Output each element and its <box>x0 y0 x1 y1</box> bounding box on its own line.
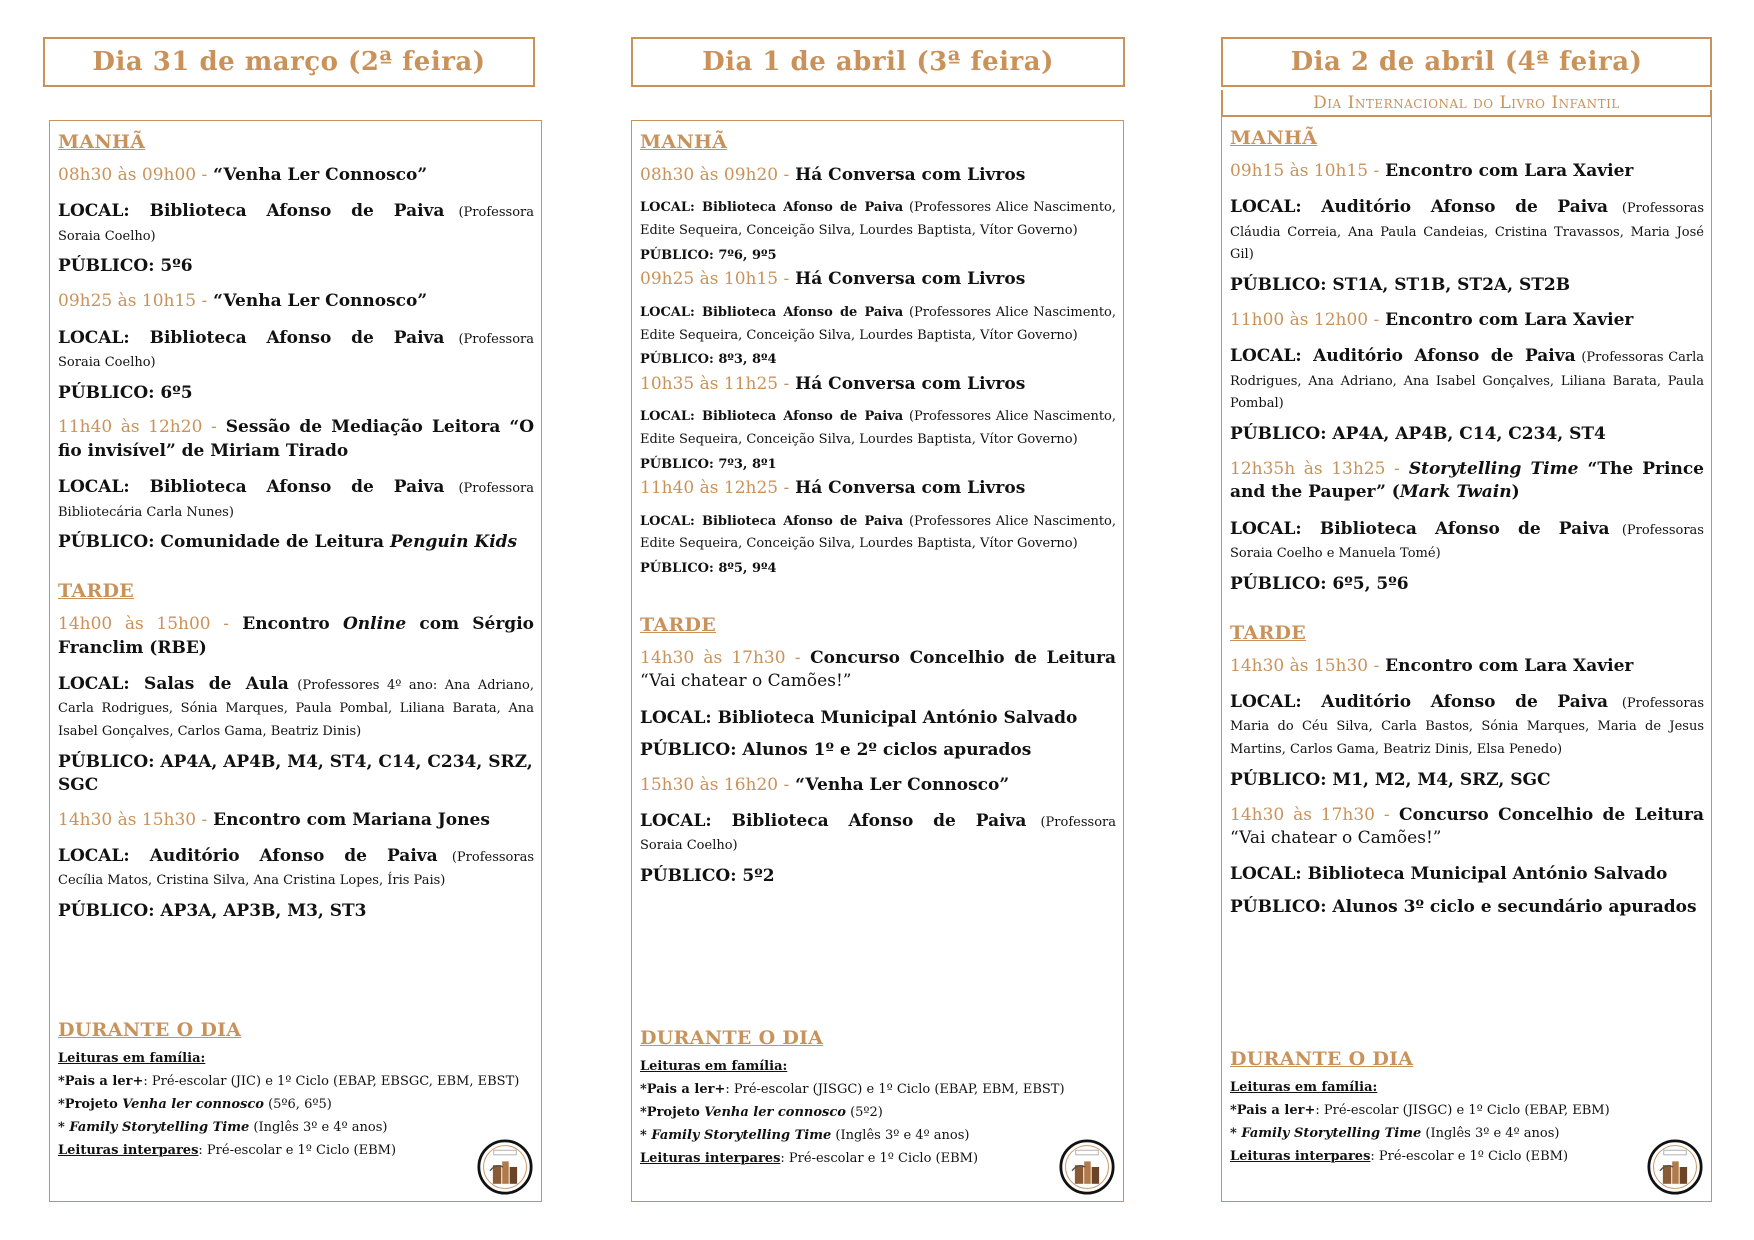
event-time-title: 10h35 às 11h25 - Há Conversa com Livros <box>640 373 1026 394</box>
event-time-title: 08h30 às 09h00 - “Venha Ler Connosco” <box>58 165 428 185</box>
event-location: LOCAL: Auditório Afonso de Paiva (Professoras Maria do Céu Silva, Carla Bastos, Sónia Marques, Maria de Jesus Martins, Carlos Gama, Beatriz Dinis, Elsa Penedo) <box>1230 692 1704 757</box>
event-location: LOCAL: Biblioteca Afonso de Paiva (Professora Soraia Coelho) <box>58 327 534 370</box>
event-audience: PÚBLICO: 7º6, 9º5 <box>640 247 777 263</box>
event-audience: PÚBLICO: 5º6 <box>58 256 193 277</box>
event-time-title: 15h30 às 16h20 - “Venha Ler Connosco” <box>640 774 1010 795</box>
family-readings-heading: Leituras em família: <box>58 1051 206 1066</box>
event-time-title: 09h15 às 10h15 - Encontro com Lara Xavier <box>1230 161 1634 181</box>
event-time-title: 14h00 às 15h00 - Encontro Online com Sérgio Franclim (RBE) <box>58 614 534 658</box>
event-audience: PÚBLICO: 6º5 <box>58 382 193 403</box>
interpares-line: Leituras interpares: Pré-escolar e 1º Ciclo (EBM) <box>1230 1149 1569 1164</box>
event-location: LOCAL: Biblioteca Afonso de Paiva (Professora Bibliotecária Carla Nunes) <box>58 477 534 520</box>
day-title: Dia 31 de março (2ª feira) <box>43 37 535 87</box>
event-audience: PÚBLICO: 7º3, 8º1 <box>640 456 777 472</box>
event-time-title: 12h35h às 13h25 - Storytelling Time “The Prince and the Pauper” (Mark Twain) <box>1230 458 1704 503</box>
family-readings-heading: Leituras em família: <box>640 1059 788 1074</box>
section-afternoon: TARDE <box>640 613 717 636</box>
event-location: LOCAL: Biblioteca Afonso de Paiva (Professoras Soraia Coelho e Manuela Tomé) <box>1230 518 1704 561</box>
schedule-panel-day-1 <box>49 120 542 1202</box>
family-storytelling-line: * Family Storytelling Time (Inglês 3º e 4º anos) <box>1230 1126 1560 1141</box>
event-audience: PÚBLICO: AP4A, AP4B, M4, ST4, C14, C234, SRZ, SGC <box>58 751 533 795</box>
event-time-title: 09h25 às 10h15 - Há Conversa com Livros <box>640 269 1026 290</box>
section-afternoon: TARDE <box>1230 621 1307 644</box>
section-during-day: DURANTE O DIA <box>58 1019 242 1041</box>
event-time-title: 14h30 às 17h30 - Concurso Concelhio de Leitura “Vai chatear o Camões!” <box>640 647 1116 692</box>
event-time-title: 14h30 às 15h30 - Encontro com Lara Xavier <box>1230 655 1634 676</box>
day-title: Dia 1 de abril (3ª feira) <box>631 37 1125 87</box>
family-storytelling-line: * Family Storytelling Time (Inglês 3º e 4º anos) <box>58 1120 388 1135</box>
schedule-panel-day-3 <box>1221 117 1712 1202</box>
event-time-title: 14h30 às 17h30 - Concurso Concelhio de Leitura “Vai chatear o Camões!” <box>1230 804 1705 848</box>
pais-a-ler-line: *Pais a ler+: Pré-escolar (JIC) e 1º Ciclo (EBAP, EBSGC, EBM, EBST) <box>58 1074 520 1089</box>
event-location: LOCAL: Biblioteca Municipal António Salvado <box>640 707 1078 728</box>
event-location: LOCAL: Auditório Afonso de Paiva (Professoras Cecília Matos, Cristina Silva, Ana Cristina Lopes, Íris Pais) <box>58 845 534 889</box>
event-location: LOCAL: Biblioteca Afonso de Paiva (Professores Alice Nascimento, Edite Sequeira, Conceição Silva, Lourdes Baptista, Vítor Governo) <box>640 200 1117 239</box>
event-audience: PÚBLICO: 5º2 <box>640 866 775 887</box>
event-audience: PÚBLICO: Alunos 3º ciclo e secundário apurados <box>1230 896 1697 917</box>
interpares-line: Leituras interpares: Pré-escolar e 1º Ciclo (EBM) <box>58 1143 397 1158</box>
event-location: LOCAL: Auditório Afonso de Paiva (Professoras Cláudia Correia, Ana Paula Candeias, Cristina Travassos, Maria José Gil) <box>1230 197 1704 263</box>
event-audience: PÚBLICO: 8º5, 9º4 <box>640 561 777 577</box>
event-location: LOCAL: Biblioteca Afonso de Paiva (Professores Alice Nascimento, Edite Sequeira, Conceição Silva, Lourdes Baptista, Vítor Governo) <box>640 513 1117 552</box>
event-location: LOCAL: Biblioteca Afonso de Paiva (Professores Alice Nascimento, Edite Sequeira, Conceição Silva, Lourdes Baptista, Vítor Governo) <box>640 304 1117 343</box>
section-morning: MANHÃ <box>640 131 728 153</box>
school-library-logo-icon <box>477 1139 533 1195</box>
day-title: Dia 2 de abril (4ª feira) <box>1221 37 1712 87</box>
event-location: LOCAL: Auditório Afonso de Paiva (Professoras Carla Rodrigues, Ana Adriano, Ana Isabel Gonçalves, Liliana Barata, Paula Pombal) <box>1230 346 1705 412</box>
section-during-day: DURANTE O DIA <box>1230 1048 1414 1070</box>
event-time-title: 11h40 às 12h20 - Sessão de Mediação Leitora “O fio invisível” de Miriam Tirado <box>58 417 534 461</box>
event-time-title: 11h00 às 12h00 - Encontro com Lara Xavier <box>1230 309 1634 330</box>
event-audience: PÚBLICO: Alunos 1º e 2º ciclos apurados <box>640 739 1032 760</box>
event-location: LOCAL: Biblioteca Afonso de Paiva (Professora Soraia Coelho) <box>640 811 1116 854</box>
during-the-day-block <box>58 1015 534 1166</box>
event-audience: PÚBLICO: Comunidade de Leitura Penguin Kids <box>58 532 518 553</box>
section-afternoon: TARDE <box>58 580 135 603</box>
school-library-logo-icon <box>1647 1139 1703 1195</box>
event-audience: PÚBLICO: AP4A, AP4B, C14, C234, ST4 <box>1230 423 1606 444</box>
event-time-title: 11h40 às 12h25 - Há Conversa com Livros <box>640 478 1026 499</box>
event-audience: PÚBLICO: 6º5, 5º6 <box>1230 573 1409 594</box>
event-audience: PÚBLICO: ST1A, ST1B, ST2A, ST2B <box>1230 275 1571 296</box>
family-readings-heading: Leituras em família: <box>1230 1080 1378 1095</box>
projeto-line: *Projeto Venha ler connosco (5º6, 6º5) <box>58 1097 332 1112</box>
event-location: LOCAL: Biblioteca Municipal António Salvado <box>1230 864 1668 885</box>
projeto-line: *Projeto Venha ler connosco (5º2) <box>640 1105 883 1120</box>
event-time-title: 09h25 às 10h15 - “Venha Ler Connosco” <box>58 291 428 312</box>
pais-a-ler-line: *Pais a ler+: Pré-escolar (JISGC) e 1º Ciclo (EBAP, EBM, EBST) <box>640 1082 1065 1097</box>
event-location: LOCAL: Biblioteca Afonso de Paiva (Professores Alice Nascimento, Edite Sequeira, Conceição Silva, Lourdes Baptista, Vítor Governo) <box>640 409 1117 448</box>
event-audience: PÚBLICO: AP3A, AP3B, M3, ST3 <box>58 900 367 921</box>
event-time-title: 14h30 às 15h30 - Encontro com Mariana Jones <box>58 809 490 830</box>
during-the-day-block <box>640 1023 1116 1174</box>
event-audience: PÚBLICO: 8º3, 8º4 <box>640 352 777 368</box>
event-audience: PÚBLICO: M1, M2, M4, SRZ, SGC <box>1230 769 1551 790</box>
event-time-title: 08h30 às 09h20 - Há Conversa com Livros <box>640 165 1026 185</box>
section-during-day: DURANTE O DIA <box>640 1027 824 1049</box>
section-morning: MANHÃ <box>58 131 146 153</box>
schedule-panel-day-2 <box>631 120 1124 1202</box>
school-library-logo-icon <box>1059 1139 1115 1195</box>
event-location: LOCAL: Salas de Aula (Professores 4º ano: Ana Adriano, Carla Rodrigues, Sónia Marques, Paula Pombal, Liliana Barata, Ana Isabel Gonçalves, Carlos Gama, Beatriz Dinis) <box>58 674 534 739</box>
day-subtitle: Dia Internacional do Livro Infantil <box>1221 90 1712 117</box>
section-morning: MANHÃ <box>1230 127 1318 149</box>
interpares-line: Leituras interpares: Pré-escolar e 1º Ciclo (EBM) <box>640 1151 979 1166</box>
during-the-day-block <box>1230 1044 1704 1172</box>
pais-a-ler-line: *Pais a ler+: Pré-escolar (JISGC) e 1º Ciclo (EBAP, EBM) <box>1230 1103 1610 1118</box>
event-location: LOCAL: Biblioteca Afonso de Paiva (Professora Soraia Coelho) <box>58 201 534 244</box>
family-storytelling-line: * Family Storytelling Time (Inglês 3º e 4º anos) <box>640 1128 970 1143</box>
